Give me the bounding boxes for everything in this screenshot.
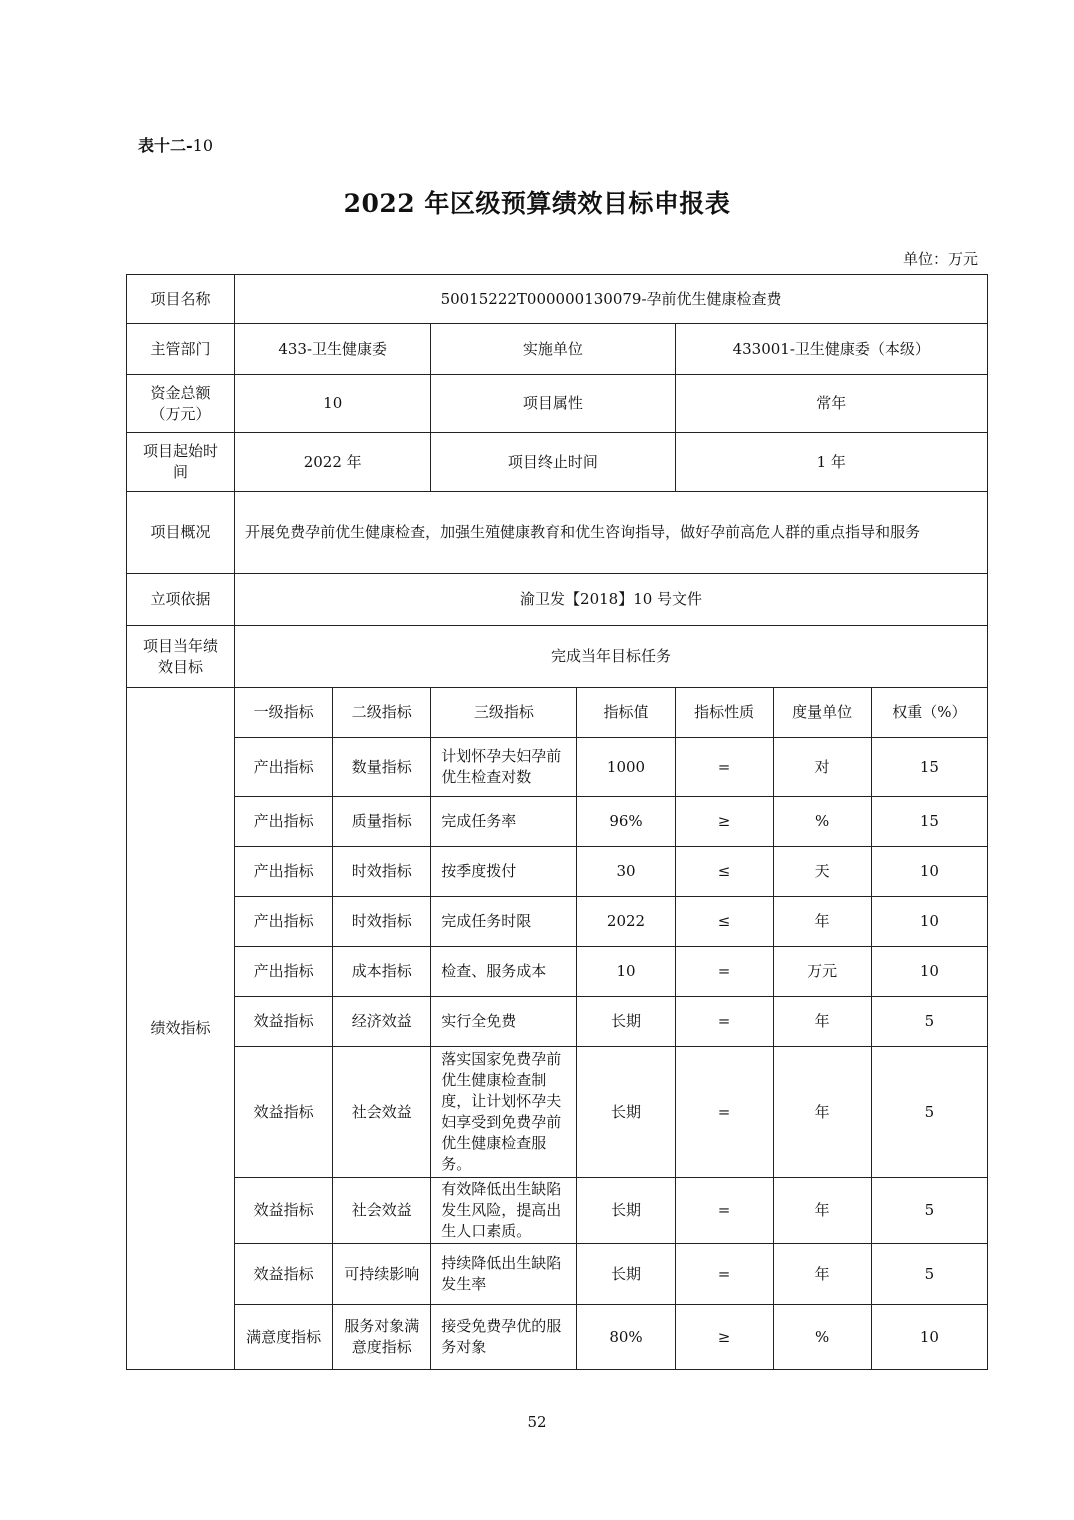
indicator-row: 效益指标 社会效益 落实国家免费孕前优生健康检查制度，让计划怀孕夫妇享受到免费孕前优生健康检查服务。 长期 = 年 5 (127, 1047, 988, 1178)
indicator-header-row (127, 688, 988, 738)
attr-label: 项目属性 (431, 375, 675, 433)
end-value: 1 年 (675, 433, 987, 492)
indicator-row: 满意度指标 服务对象满意度指标 接受免费孕优的服务对象 80% ≥ % 10 (127, 1305, 988, 1370)
basis-row (127, 574, 988, 626)
indicator-row: 产出指标 时效指标 完成任务时限 2022 ≤ 年 10 (127, 897, 988, 947)
indicator-row: 效益指标 可持续影响 持续降低出生缺陷发生率 长期 = 年 5 (127, 1244, 988, 1305)
header-unit: 度量单位 (773, 688, 871, 738)
indicator-row: 产出指标 成本指标 检查、服务成本 10 = 万元 10 (127, 947, 988, 997)
indicator-row: 效益指标 经济效益 实行全免费 长期 = 年 5 (127, 997, 988, 1047)
basis-label: 立项依据 (127, 574, 235, 626)
indicator-section-label: 绩效指标 (127, 688, 235, 1370)
header-nature: 指标性质 (675, 688, 773, 738)
page-title: 2022 年区级预算绩效目标申报表 (343, 189, 731, 218)
project-name-row (127, 275, 988, 324)
indicator-row: 产出指标 质量指标 完成任务率 96% ≥ % 15 (127, 797, 988, 847)
header-l1: 一级指标 (235, 688, 333, 738)
page-number: 52 (527, 1413, 547, 1431)
dept-label: 主管部门 (127, 324, 235, 375)
indicator-row: 产出指标 时效指标 按季度拨付 30 ≤ 天 10 (127, 847, 988, 897)
header-weight: 权重（%） (871, 688, 987, 738)
unit-label: 单位：万元 (902, 250, 978, 268)
dept-value: 433-卫生健康委 (235, 324, 431, 375)
end-label: 项目终止时间 (431, 433, 675, 492)
funds-label: 资金总额 （万元） (127, 375, 235, 433)
performance-target-table (126, 274, 988, 1370)
attr-value: 常年 (675, 375, 987, 433)
dept-row (127, 324, 988, 375)
overview-label: 项目概况 (127, 492, 235, 574)
project-name-label: 项目名称 (127, 275, 235, 324)
basis-value: 渝卫发【2018】10 号文件 (235, 574, 988, 626)
overview-row (127, 492, 988, 574)
start-label: 项目起始时 间 (127, 433, 235, 492)
goal-row (127, 626, 988, 688)
indicator-row: 效益指标 社会效益 有效降低出生缺陷发生风险，提高出生人口素质。 长期 = 年 5 (127, 1178, 988, 1244)
time-row (127, 433, 988, 492)
impl-label: 实施单位 (431, 324, 675, 375)
header-value: 指标值 (577, 688, 675, 738)
funds-row (127, 375, 988, 433)
funds-value: 10 (235, 375, 431, 433)
indicator-row: 产出指标 数量指标 计划怀孕夫妇孕前优生检查对数 1000 = 对 15 (127, 738, 988, 797)
goal-value: 完成当年目标任务 (235, 626, 988, 688)
overview-value: 开展免费孕前优生健康检查，加强生殖健康教育和优生咨询指导，做好孕前高危人群的重点指导和服务 (235, 492, 988, 574)
impl-value: 433001-卫生健康委（本级） (675, 324, 987, 375)
header-l3: 三级指标 (431, 688, 577, 738)
start-value: 2022 年 (235, 433, 431, 492)
goal-label: 项目当年绩 效目标 (127, 626, 235, 688)
l2-sustainable: 可持续影响 (333, 1244, 431, 1305)
table-number: 表十二-10 (138, 136, 214, 155)
header-l2: 二级指标 (333, 688, 431, 738)
project-name-value: 50015222T000000130079-孕前优生健康检查费 (235, 275, 988, 324)
